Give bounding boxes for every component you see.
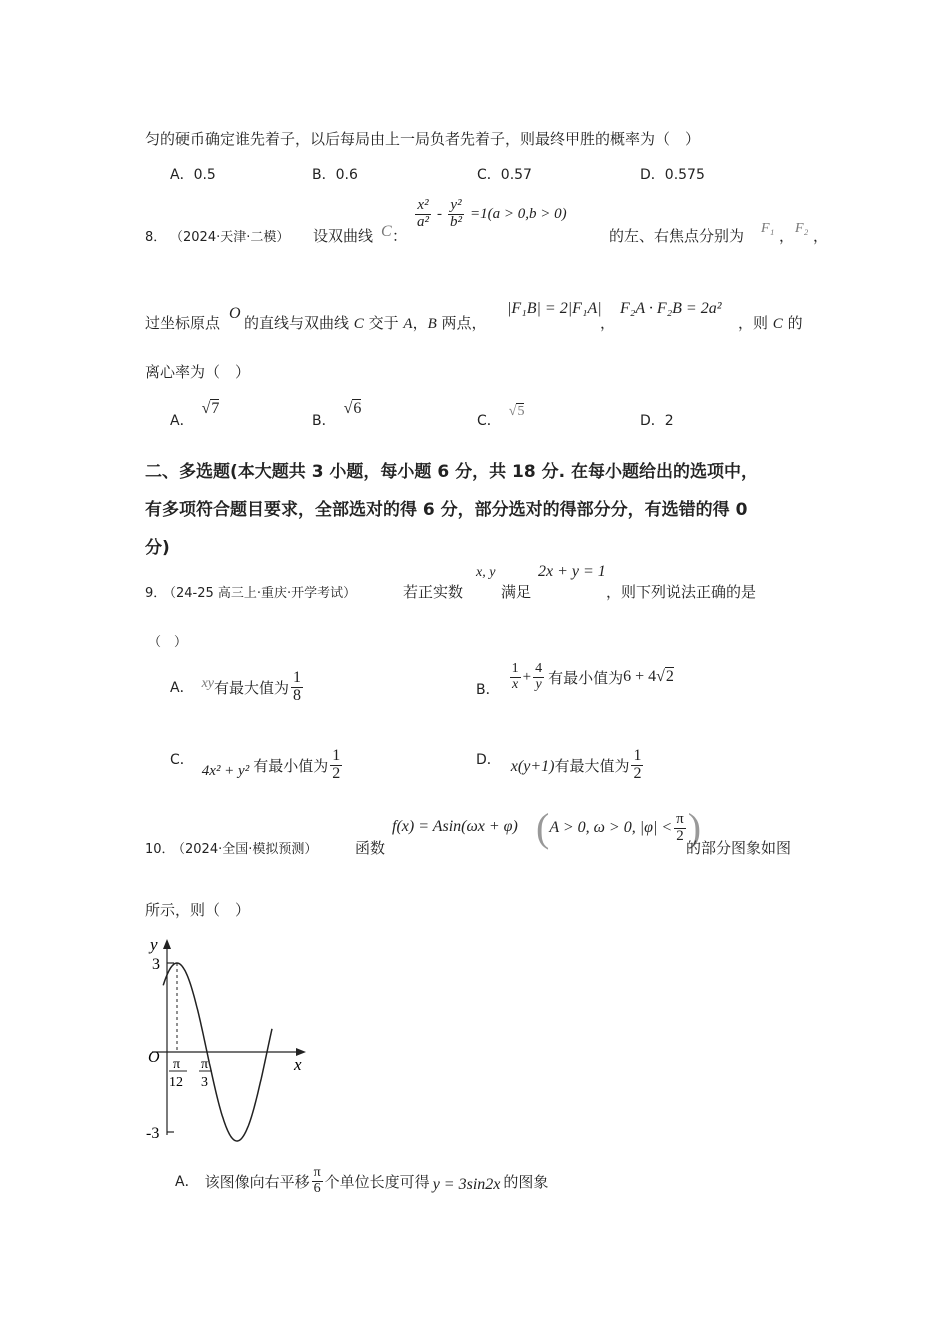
q8-curve-label: C: [381, 223, 392, 240]
tick2-den: 3: [201, 1075, 208, 1090]
q8-text6: ，则 C 的: [738, 314, 803, 332]
q7-option-c: C．0.57: [477, 167, 532, 183]
q8-comma: ，: [813, 227, 829, 245]
y-axis-label: y: [150, 935, 158, 954]
q8-option-d: D．2: [640, 413, 674, 429]
tick1-den: 12: [169, 1075, 183, 1090]
q9-vars: x, y: [476, 565, 496, 580]
q10-condition: ( A > 0, ω > 0, |φ| < $\frac{\pi}{2}$ ): [536, 805, 702, 850]
q9-text1: 若正实数: [403, 583, 464, 601]
q8-origin: O: [229, 305, 241, 322]
q9-option-c: C． 4x² + y² 有最小值为 $\frac{1}{2}$: [170, 747, 341, 782]
q7-stem-line: 匀的硬币确定谁先着子，以后每局由上一局负者先着子，则最终甲胜的概率为（ ）: [145, 130, 701, 148]
q8-text3: 过坐标原点: [145, 314, 221, 332]
q8-text8: 离心率为（ ）: [145, 363, 251, 381]
q10-text2: 的部分图象如图: [686, 839, 792, 857]
q7-option-b: B．0.6: [312, 167, 358, 183]
q9-option-a: A． xy 有最大值为 $\frac{1}{8}$: [170, 669, 302, 704]
q9-number: 9．: [145, 586, 167, 601]
q10-text3: 所示，则（ ）: [145, 901, 251, 919]
q9-option-b: B． $\frac{1}{x}$ + $\frac{4}{y}$ 有最小值为 6 + 4√2: [476, 661, 674, 699]
q8-option-a: A．√7: [170, 400, 220, 429]
q8-number: 8．: [145, 230, 167, 245]
q8-text2: 的左、右焦点分别为: [609, 227, 745, 245]
q9-answer-paren: （ ）: [148, 635, 188, 650]
q7-option-d: D．0.575: [640, 167, 705, 183]
q8-text1: 设双曲线: [313, 227, 374, 245]
q7-option-a: A．0.5: [170, 167, 216, 183]
q8-condition-2: F₂A · F₂B = 2a²: [620, 300, 722, 317]
q8-f1: F₁: [761, 221, 775, 236]
y-min-label: -3: [146, 1125, 160, 1142]
x-axis-label: x: [294, 1055, 302, 1074]
q9-source: （24-25 高三上·重庆·开学考试）: [163, 586, 357, 601]
section2-heading-line2: 有多项符合题目要求，全部选对的得 6 分，部分选对的得部分分，有选错的得 0: [145, 500, 748, 520]
tick1-num: π: [173, 1057, 181, 1072]
q8-hyperbola-equation: $\frac{\text{x²}}{\text{a²}}$ - $\frac{\text{y²}}{\text{b²}}$ =1(a > 0,b > 0): [417, 197, 567, 230]
tick2-num: π: [201, 1057, 209, 1072]
q8-sep2: ，: [600, 314, 616, 332]
q8-text4: 的直线与双曲线 C 交于 A，B 两点，: [244, 314, 487, 332]
q10-sine-graph: [140, 935, 320, 1145]
origin-label: O: [148, 1049, 160, 1066]
q8-f2: F₂: [795, 221, 809, 236]
section2-heading-line3: 分): [145, 538, 170, 558]
y-max-label: 3: [152, 956, 160, 973]
q9-text3: ，则下列说法正确的是: [606, 583, 757, 601]
q8-source: （2024·天津·二模）: [170, 230, 290, 245]
y-axis-arrow: [163, 939, 171, 949]
q10-option-a: A． 该图像向右平移 $\frac{\pi}{6}$ 个单位长度可得 y = 3sin2x 的图象: [175, 1165, 549, 1196]
q10-text1: 函数: [355, 839, 386, 857]
q9-text2: 满足: [501, 583, 532, 601]
q9-option-d: D． x(y+1) 有最大值为 $\frac{1}{2}$: [476, 747, 642, 782]
q10-number: 10．: [145, 842, 175, 857]
q9-condition: 2x + y = 1: [538, 563, 606, 580]
q8-option-c: C．√5: [477, 404, 525, 429]
q10-source: （2024·全国·模拟预测）: [172, 842, 318, 857]
q8-sep: ，: [779, 227, 795, 245]
section2-heading-line1: 二、多选题(本大题共 3 小题，每小题 6 分，共 18 分. 在每小题给出的选项中，: [145, 462, 758, 482]
q8-colon: ：: [392, 227, 408, 245]
q8-option-b: B．√6: [312, 400, 362, 429]
q10-function: f(x) = Asin(ωx + φ): [392, 818, 518, 835]
q8-condition-1: |F₁B| = 2|F₁A|: [507, 300, 602, 317]
